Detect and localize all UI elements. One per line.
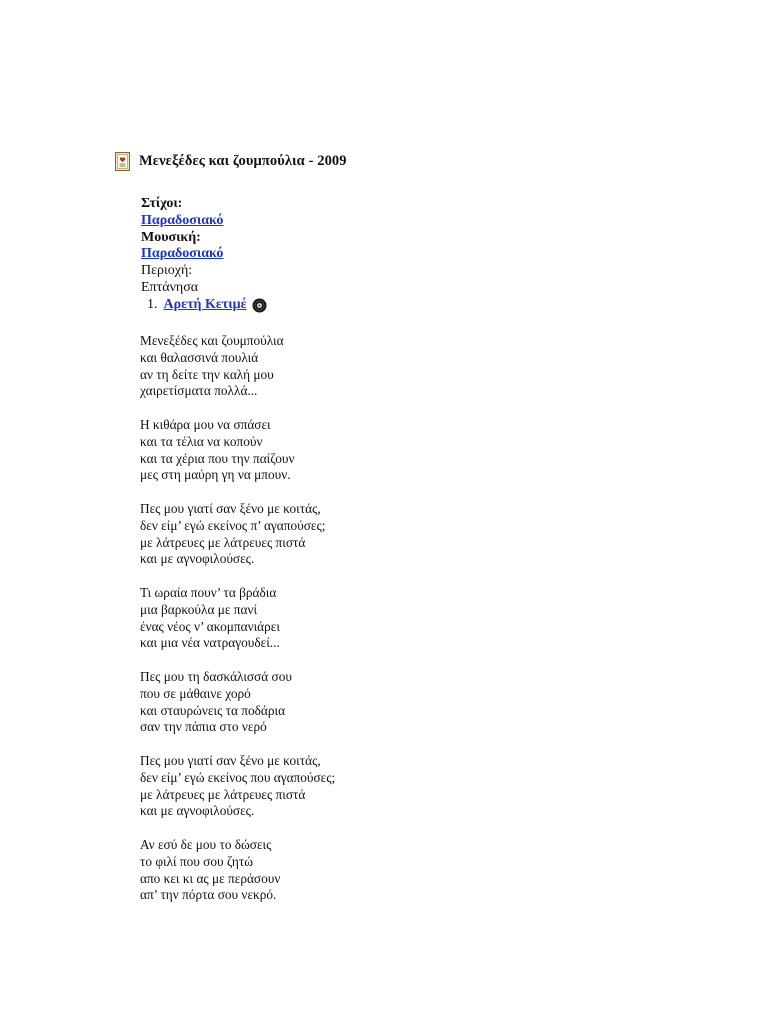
lyric-line: Τι ωραία πουν’ τα βράδια xyxy=(140,584,277,600)
stanza xyxy=(140,753,335,820)
lyric-line: απο κει κι ας με περάσουν xyxy=(140,870,281,886)
stanza xyxy=(140,501,335,568)
song-title: Μενεξέδες και ζουμπούλια - 2009 xyxy=(139,153,347,169)
lyric-line: ένας νέος ν’ ακομπανιάρει xyxy=(140,618,280,634)
lyric-line: Πες μου τη δασκάλισσά σου xyxy=(140,668,292,684)
lyric-line: Η κιθάρα μου να σπάσει xyxy=(140,416,271,432)
artist-link[interactable]: Αρετή Κετιμέ xyxy=(163,297,247,312)
artist-number: 1. xyxy=(147,297,158,312)
lyricist-link[interactable]: Παραδοσιακό xyxy=(141,212,224,228)
lyrics-body xyxy=(140,333,335,921)
lyric-line: χαιρετίσματα πολλά... xyxy=(140,383,258,399)
stanza xyxy=(140,417,335,484)
region-label: Περιοχή: xyxy=(141,263,193,279)
region-value: Επτάνησα xyxy=(141,279,199,295)
lyric-line: και τα χέρια που την παίζουν xyxy=(140,450,295,466)
lyric-line: με λάτρευες με λάτρευες πιστά xyxy=(140,534,306,550)
lyric-line: και μια νέα νατραγουδεί... xyxy=(140,635,280,651)
lyric-line: και με αγνοφιλούσες. xyxy=(140,551,255,567)
lyric-line: Πες μου γιατί σαν ξένο με κοιτάς, xyxy=(140,752,321,768)
lyric-line: σαν την πάπια στο νερό xyxy=(140,719,267,735)
lyric-line: μια βαρκούλα με πανί xyxy=(140,601,258,617)
stanza xyxy=(140,333,335,400)
stanza xyxy=(140,669,335,736)
lyric-line: το φιλί που σου ζητώ xyxy=(140,853,253,869)
music-label: Μουσική: xyxy=(141,229,201,245)
lyric-line: και θαλασσινά πουλιά xyxy=(140,349,259,365)
lyric-line: με λάτρευες με λάτρευες πιστά xyxy=(140,786,306,802)
stanza xyxy=(140,837,335,904)
lyric-line: και τα τέλια να κοπούν xyxy=(140,433,263,449)
disc-icon[interactable] xyxy=(252,298,267,313)
lyric-line: Αν εσύ δε μου το δώσεις xyxy=(140,836,272,852)
lyric-line: και σταυρώνεις τα ποδάρια xyxy=(140,702,286,718)
song-sheet-icon xyxy=(115,152,130,171)
lyric-line: μες στη μαύρη γη να μπουν. xyxy=(140,467,291,483)
artist-list xyxy=(147,297,267,313)
lyric-line: δεν είμ’ εγώ εκείνος που αγαπούσες; xyxy=(140,769,336,785)
song-header xyxy=(115,152,347,171)
stanza xyxy=(140,585,335,652)
lyrics-label: Στίχοι: xyxy=(141,196,183,211)
lyric-line: δεν είμ’ εγώ εκείνος π’ αγαπούσες; xyxy=(140,517,326,533)
lyric-line: που σε μάθαινε χορό xyxy=(140,685,251,701)
composer-link[interactable]: Παραδοσιακό xyxy=(141,246,224,262)
lyric-line: Μενεξέδες και ζουμπούλια xyxy=(140,333,284,348)
lyric-line: απ’ την πόρτα σου νεκρό. xyxy=(140,887,277,903)
lyric-line: αν τη δείτε την καλή μου xyxy=(140,366,274,382)
song-credits xyxy=(141,196,223,297)
lyric-line: Πες μου γιατί σαν ξένο με κοιτάς, xyxy=(140,500,321,516)
list-item xyxy=(147,297,267,313)
lyric-line: και με αγνοφιλούσες. xyxy=(140,803,255,819)
